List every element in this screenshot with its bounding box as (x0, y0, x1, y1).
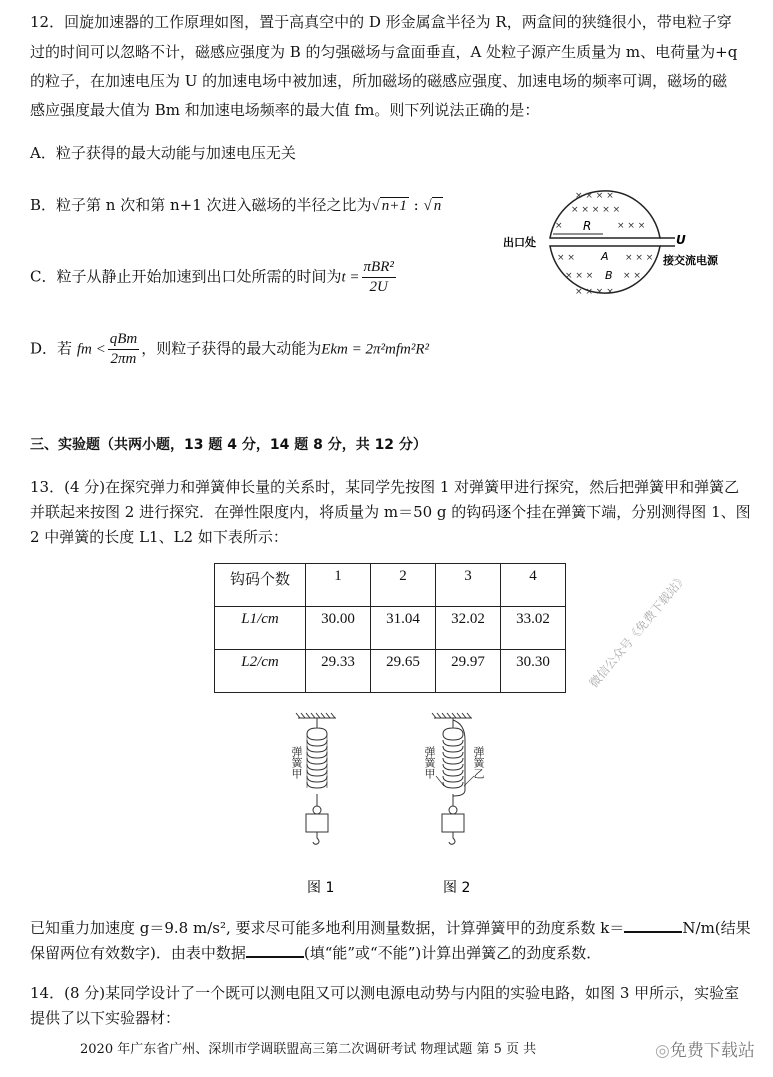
svg-text:× × × ×: × × × × (575, 287, 614, 297)
table-header: 1 (306, 564, 371, 607)
q13-line-3: 2 中弹簧的长度 L1、L2 如下表所示： (30, 528, 288, 546)
spring-a-label-fig2: 弹簧甲 (423, 746, 436, 779)
table-row (215, 650, 566, 693)
option-b: B．粒子第 n 次和第 n+1 次进入磁场的半径之比为√ n+1 : √ n (30, 196, 442, 214)
page-footer: 2020 年广东省广州、深圳市学调联盟高三第二次调研考试 物理试题 第 5 页 共 (80, 1042, 537, 1057)
table-cell: 29.33 (306, 650, 371, 693)
q13-question-line-1 (30, 917, 751, 938)
formula-ekm: Ekm = 2π²mfm²R² (321, 341, 429, 358)
svg-text:× × ×: × × × (565, 271, 594, 281)
table-cell: 31.04 (371, 607, 436, 650)
label-ac-source: 接交流电源 (663, 254, 718, 267)
sqrt-n: √ n (423, 198, 442, 214)
watermark-corner-text: 免费下载站 (669, 1041, 755, 1061)
section-heading: 三、实验题（共两小题，13 题 4 分，14 题 8 分，共 12 分） (30, 437, 427, 453)
table-header: 钩码个数 (215, 564, 306, 607)
label-u: U (676, 233, 686, 247)
table-cell: 33.02 (501, 607, 566, 650)
table-cell: L1/cm (215, 607, 306, 650)
option-d-text-1: D．若 (30, 339, 73, 358)
fraction-c: $\frac{\text{πBR²}}{2U}$ (363, 259, 394, 295)
option-c (30, 258, 398, 297)
table-cell: 29.65 (371, 650, 436, 693)
q12-line-1: 12．回旋加速器的工作原理如图，置于高真空中的 D 形金属盒半径为 R，两盒间的狭缝很小，带电粒子穿 (30, 13, 732, 31)
label-b: B (605, 269, 613, 282)
q13-text-2a: 保留两位有效数字)．由表中数据 (30, 944, 246, 962)
q12-line-4: 感应强度最大值为 Bm 和加速电场频率的最大值 fm。则下列说法正确的是： (30, 101, 540, 119)
table-header: 2 (371, 564, 436, 607)
q13-line-1: 13．(4 分)在探究弹力和弹簧伸长量的关系时，某同学先按图 1 对弹簧甲进行探究，然后把弹簧甲和弹簧乙 (30, 478, 740, 496)
label-exit: 出口处 (503, 236, 536, 249)
table-cell: 30.00 (306, 607, 371, 650)
table-row (215, 607, 566, 650)
svg-text:× ×: × × (623, 271, 641, 281)
q12-line-3: 的粒子，在加速电压为 U 的加速电场中被加速，所加磁场的磁感应强度、加速电场的频率可调，磁场的磁 (30, 72, 728, 90)
option-b-text: B．粒子第 n 次和第 n+1 次进入磁场的半径之比为 (30, 196, 372, 214)
table-header: 3 (436, 564, 501, 607)
spring-figures (270, 710, 510, 900)
table-cell: 29.97 (436, 650, 501, 693)
q14-line-2: 提供了以下实验器材： (30, 1009, 181, 1027)
svg-text:× × × ×: × × × × (575, 191, 614, 201)
q13-question-line-2 (30, 942, 601, 963)
cyclotron-diagram (495, 172, 735, 307)
svg-text:× × ×: × × × (625, 253, 654, 263)
q13-text-1a: 已知重力加速度 g＝9.8 m/s², 要求尽可能多地利用测量数据，计算弹簧甲的劲度系数 k＝ (30, 919, 625, 937)
q12-line-2: 过的时间可以忽略不计，磁感应强度为 B 的匀强磁场与盒面垂直，A 处粒子源产生质量为 m、电荷量为+q (30, 43, 738, 61)
label-a: A (601, 250, 609, 263)
answer-blank-can[interactable] (246, 942, 304, 958)
table-cell: L2/cm (215, 650, 306, 693)
wechat-icon: ◎ (655, 1041, 670, 1061)
table-header: 4 (501, 564, 566, 607)
data-table (214, 563, 566, 693)
formula-t: t = (341, 269, 360, 286)
answer-blank-k[interactable] (624, 917, 682, 933)
q13-text-2b: (填“能”或“不能”)计算出弹簧乙的劲度系数． (303, 944, 602, 962)
table-cell: 30.30 (501, 650, 566, 693)
sqrt-n-plus-1: √ n+1 (371, 198, 407, 214)
option-a: A．粒子获得的最大动能与加速电压无关 (30, 144, 296, 162)
watermark-corner (655, 1036, 755, 1061)
table-cell: 32.02 (436, 607, 501, 650)
svg-text:×: × (555, 221, 563, 231)
q13-line-2: 并联起来按图 2 进行探究．在弹性限度内，将质量为 m＝50 g 的钩码逐个挂在弹簧下端，分别测得图 1、图 (30, 503, 751, 521)
option-d (30, 330, 429, 369)
label-r: R (583, 219, 592, 233)
watermark-diagonal: 微信公众号《免费下载站》 (586, 570, 690, 691)
option-d-text-2: ，则粒子获得的最大动能为 (141, 339, 322, 358)
option-c-text: C．粒子从静止开始加速到出口处所需的时间为 (30, 267, 342, 286)
svg-text:× ×: × × (557, 253, 575, 263)
spring-a-label-fig1: 弹簧甲 (290, 746, 303, 779)
spring-b-label-fig2: 弹簧乙 (472, 746, 485, 779)
fraction-d: $\frac{\text{qBm}}{2\pi m}$ (109, 331, 138, 367)
svg-text:× × × × ×: × × × × × (571, 205, 621, 215)
fig1-caption: 图 1 (307, 880, 335, 896)
table-header-row (215, 564, 566, 607)
svg-text:× × ×: × × × (617, 221, 646, 231)
formula-fm: fm < (76, 341, 106, 358)
fig2-caption: 图 2 (443, 880, 471, 896)
q14-line-1: 14．(8 分)某同学设计了一个既可以测电阻又可以测电源电动势与内阻的实验电路，如图 3 甲所示，实验室 (30, 984, 740, 1002)
q13-text-1b: N/m(结果 (682, 919, 751, 937)
